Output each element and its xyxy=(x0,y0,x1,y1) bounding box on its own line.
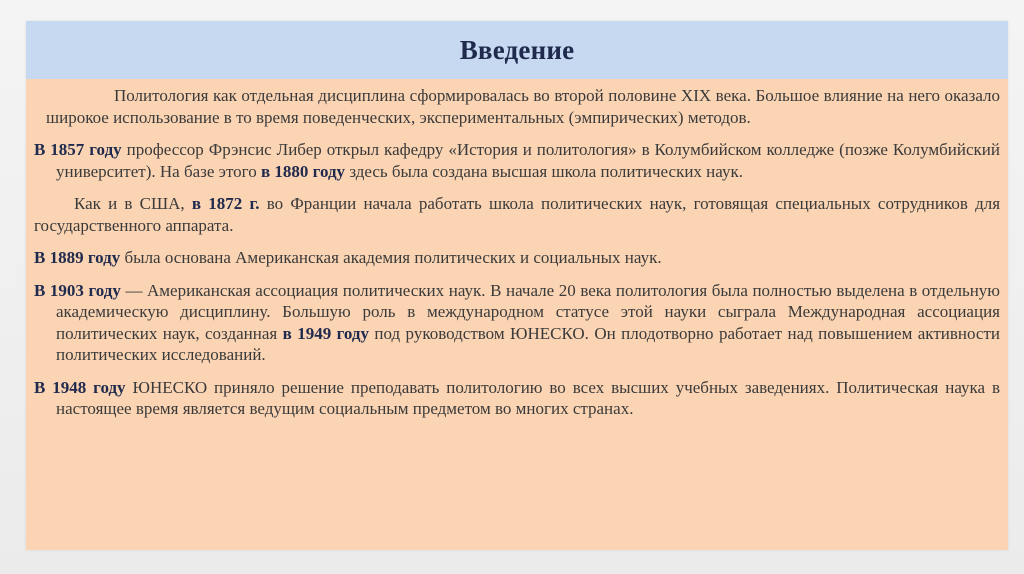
year-1857: В 1857 году xyxy=(34,140,122,159)
paragraph-1903-text-a: — Американская ассоциация политических наук. В начале 20 века политология была полностью выделена в отдельную академическую дисциплину. Большую роль в международном статусе этой науки сыграла Международная ассоциация политических наук, созданная xyxy=(56,280,1000,343)
paragraph-1948-text: ЮНЕСКО приняло решение преподавать политологию во всех высших учебных заведениях. Политическая наука в настоящее время является ведущим социальным предметом во многих странах. xyxy=(56,377,1000,418)
paragraph-1903 xyxy=(34,280,1000,366)
paragraph-1889-text: была основана Американская академия политических и социальных наук. xyxy=(120,248,662,267)
year-1949: в 1949 году xyxy=(282,323,369,343)
slide-title: Введение xyxy=(459,34,575,65)
slide xyxy=(26,21,1008,550)
paragraph-1872-text-b: во Франции начала работать школа политических наук, готовящая специальных сотрудников для государственного аппарата. xyxy=(34,194,1001,235)
year-1948: В 1948 году xyxy=(34,377,126,397)
paragraph-intro-text: Политология как отдельная дисциплина сформировалась во второй половине XIX века. Большое влияние на него оказало широкое использование в то время поведенческих, экспериментальных (эмпирических) методов. xyxy=(46,86,1000,127)
year-1872: в 1872 г. xyxy=(191,194,260,213)
paragraph-1872 xyxy=(34,193,1000,236)
title-bar xyxy=(26,21,1008,79)
paragraph-1889 xyxy=(34,247,1000,269)
paragraph-1857 xyxy=(34,139,1000,182)
paragraph-1903-text-b: под руководством ЮНЕСКО. Он плодотворно работает над повышением активности политических исследований. xyxy=(56,323,1000,364)
year-1903: В 1903 году xyxy=(34,280,121,300)
slide-body xyxy=(26,79,1008,431)
year-1889: В 1889 году xyxy=(34,248,121,267)
paragraph-1872-text-a: Как и в США, xyxy=(74,194,192,213)
year-1880: в 1880 году xyxy=(260,161,346,181)
paragraph-1948 xyxy=(34,377,1000,420)
paragraph-1857-text-b: здесь была создана высшая школа политических наук. xyxy=(345,161,743,181)
paragraph-intro xyxy=(46,85,1000,128)
paragraph-1857-text-a: профессор Фрэнсис Либер открыл кафедру «История и политология» в Колумбийском колледже (позже Колумбийский университет). На базе этого xyxy=(56,140,1000,181)
